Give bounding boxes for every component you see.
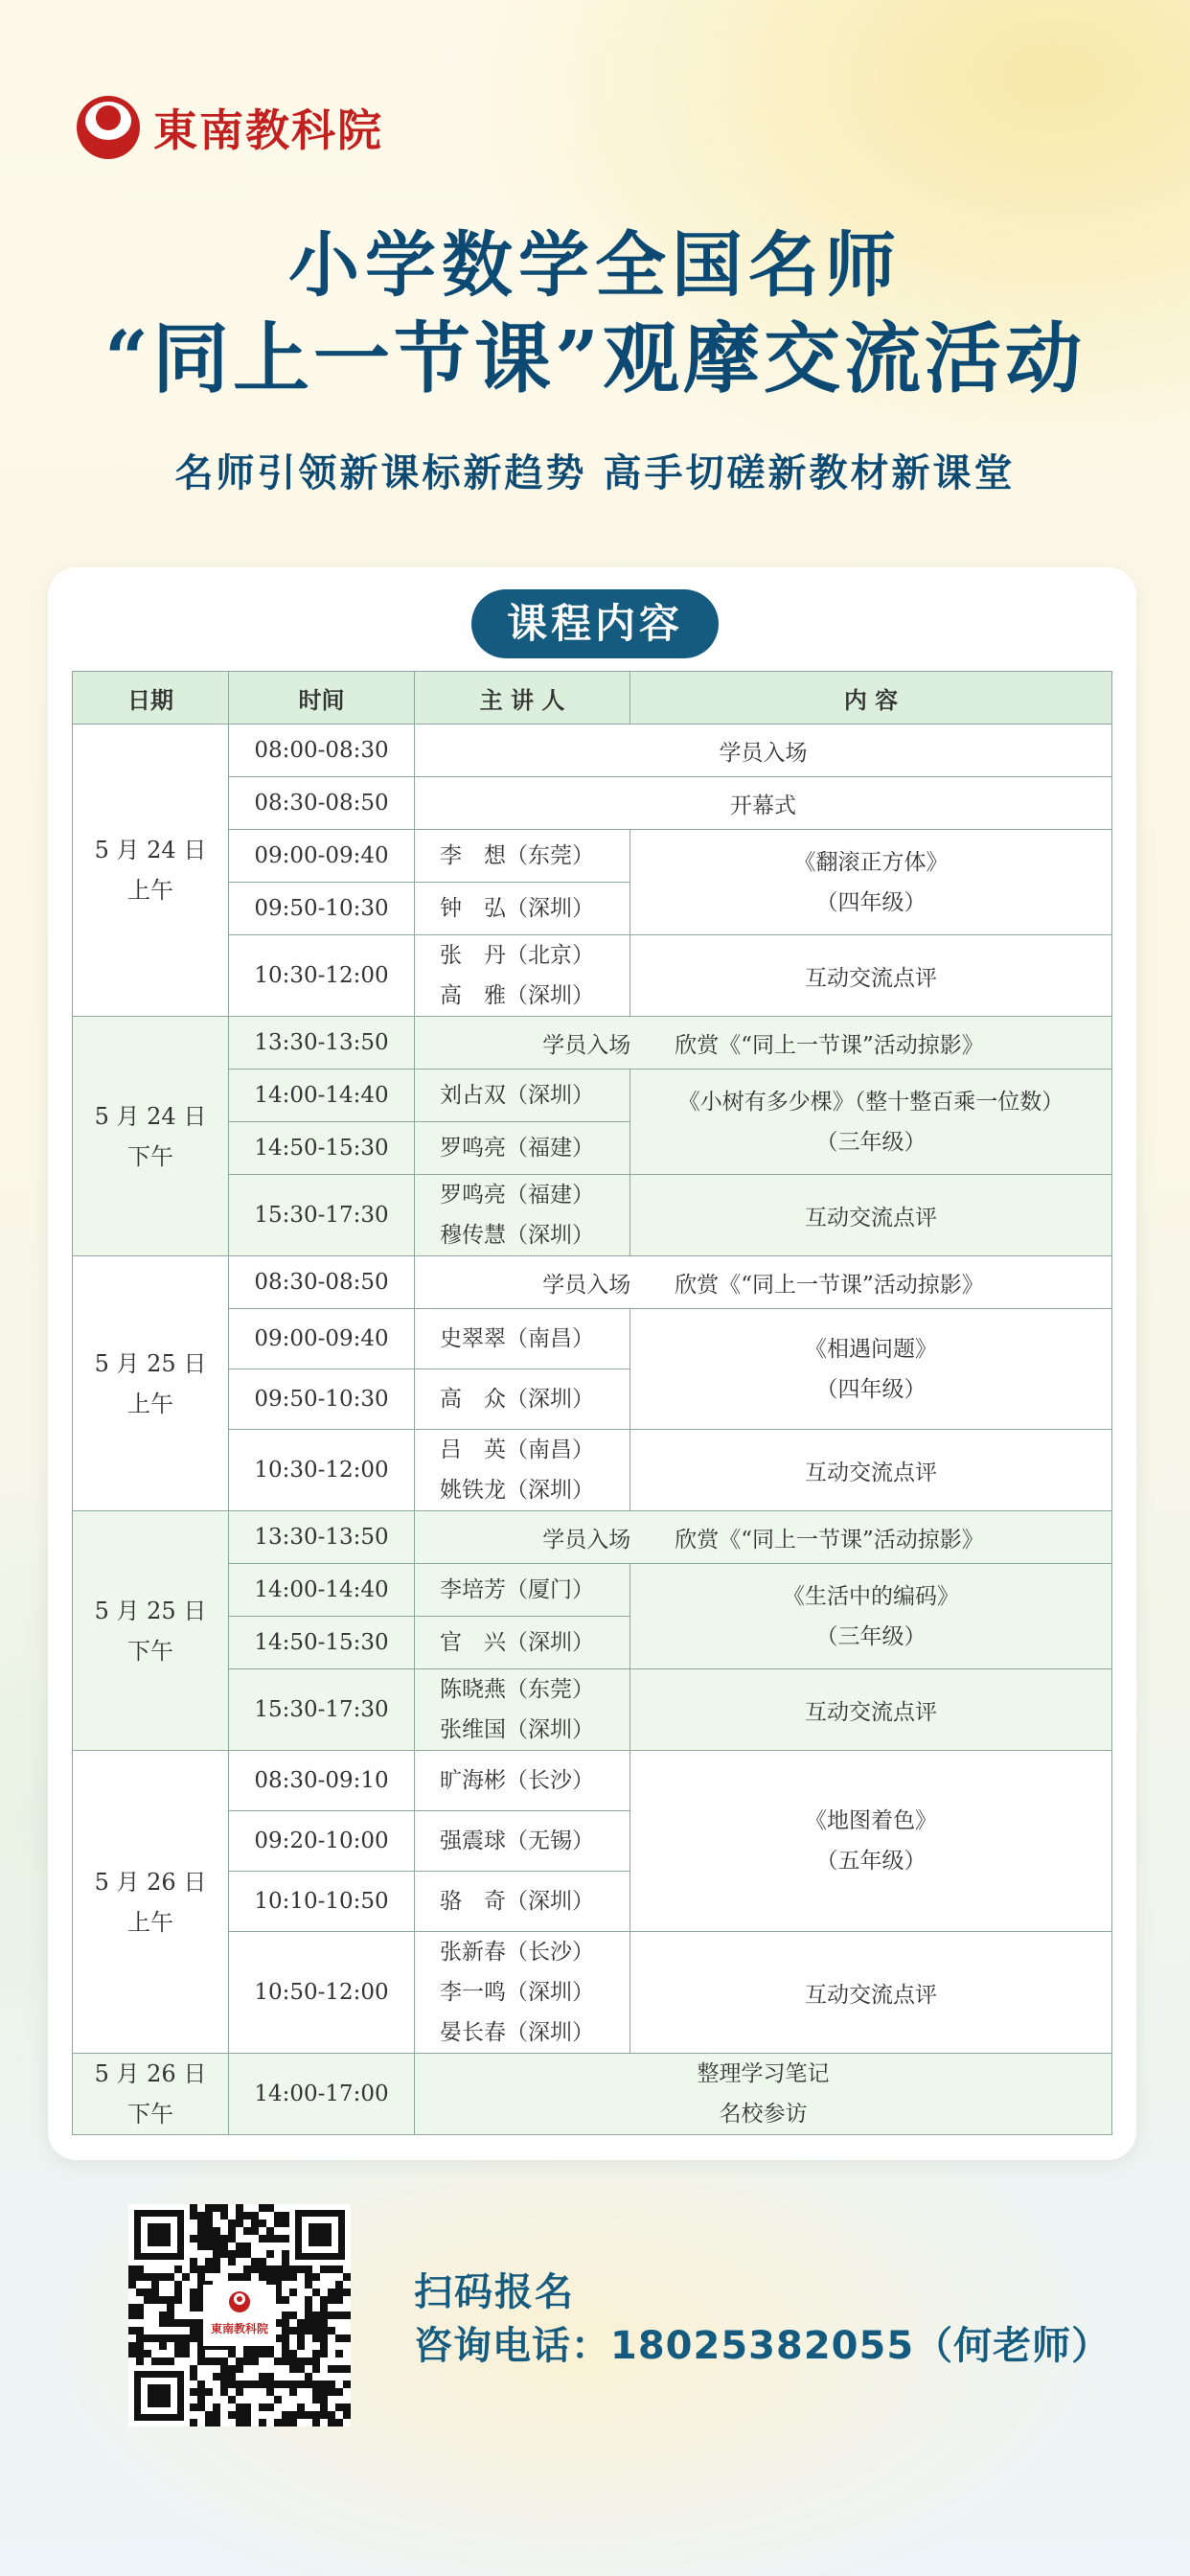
time-cell: 09:50-10:30: [229, 883, 415, 935]
qr-code-icon: [128, 2204, 351, 2426]
speaker-cell: 刘占双（深圳）: [415, 1070, 630, 1122]
speaker-cell: 陈晓燕（东莞） 张维国（深圳）: [415, 1669, 630, 1751]
date-cell: 5 月 24 日 下午: [73, 1017, 229, 1256]
content-cell: 互动交流点评: [630, 1932, 1112, 2054]
speaker-cell: 罗鸣亮（福建）: [415, 1122, 630, 1175]
header-time: 时间: [229, 672, 415, 724]
date-cell: 5 月 26 日 下午: [73, 2054, 229, 2135]
table-row: [73, 1564, 1112, 1617]
content-cell: 整理学习笔记 名校参访: [415, 2054, 1112, 2135]
page-subtitle: 名师引领新课标新趋势 高手切磋新教材新课堂: [174, 450, 1016, 495]
speaker-cell: 张 丹（北京） 高 雅（深圳）: [415, 935, 630, 1017]
page-title-line2: “同上一节课”观摩交流活动: [103, 313, 1087, 403]
table-row: [73, 1070, 1112, 1122]
page-title-line1: 小学数学全国名师: [288, 224, 902, 307]
content-cell: 学员入场 欣赏《“同上一节课”活动掠影》: [415, 1511, 1112, 1564]
table-row: [73, 1511, 1112, 1564]
table-row: [73, 1017, 1112, 1070]
brand-logo: [77, 96, 383, 159]
date-cell: 5 月 24 日 上午: [73, 724, 229, 1017]
time-cell: 09:20-10:00: [229, 1811, 415, 1872]
content-cell: 开幕式: [415, 777, 1112, 830]
content-cell: 学员入场: [415, 724, 1112, 777]
table-header-row: [73, 672, 1112, 724]
time-cell: 14:00-14:40: [229, 1564, 415, 1617]
table-row: [73, 2054, 1112, 2135]
date-cell: 5 月 25 日 下午: [73, 1511, 229, 1751]
time-cell: 09:00-09:40: [229, 1309, 415, 1369]
speaker-cell: 钟 弘（深圳）: [415, 883, 630, 935]
table-row: [73, 1256, 1112, 1309]
speaker-cell: 史翠翠（南昌）: [415, 1309, 630, 1369]
speaker-cell: 旷海彬（长沙）: [415, 1751, 630, 1811]
speaker-cell: 李培芳（厦门）: [415, 1564, 630, 1617]
speaker-cell: 吕 英（南昌） 姚铁龙（深圳）: [415, 1430, 630, 1511]
table-row: [73, 1430, 1112, 1511]
time-cell: 10:30-12:00: [229, 1430, 415, 1511]
speaker-cell: 官 兴（深圳）: [415, 1617, 630, 1669]
date-cell: 5 月 25 日 上午: [73, 1256, 229, 1511]
time-cell: 08:30-08:50: [229, 777, 415, 830]
time-cell: 10:30-12:00: [229, 935, 415, 1017]
time-cell: 13:30-13:50: [229, 1511, 415, 1564]
lesson-cell: 《翻滚正方体》 （四年级）: [630, 830, 1112, 935]
time-cell: 08:30-08:50: [229, 1256, 415, 1309]
section-title: 课程内容: [471, 589, 719, 658]
time-cell: 08:00-08:30: [229, 724, 415, 777]
content-cell: 互动交流点评: [630, 1430, 1112, 1511]
time-cell: 14:50-15:30: [229, 1122, 415, 1175]
brand-emblem-icon: [77, 96, 140, 159]
time-cell: 13:30-13:50: [229, 1017, 415, 1070]
speaker-cell: 强震球（无锡）: [415, 1811, 630, 1872]
table-row: [73, 1932, 1112, 2054]
speaker-cell: 张新春（长沙） 李一鸣（深圳） 晏长春（深圳）: [415, 1932, 630, 2054]
content-cell: 学员入场 欣赏《“同上一节课”活动掠影》: [415, 1256, 1112, 1309]
header-speaker: 主 讲 人: [415, 672, 630, 724]
time-cell: 15:30-17:30: [229, 1669, 415, 1751]
speaker-cell: 高 众（深圳）: [415, 1369, 630, 1430]
table-row: [73, 1175, 1112, 1256]
content-cell: 互动交流点评: [630, 935, 1112, 1017]
lesson-cell: 《地图着色》 （五年级）: [630, 1751, 1112, 1932]
header-date: 日期: [73, 672, 229, 724]
registration-qr-code[interactable]: [128, 2204, 351, 2426]
header-content: 内 容: [630, 672, 1112, 724]
speaker-cell: 骆 奇（深圳）: [415, 1872, 630, 1932]
time-cell: 15:30-17:30: [229, 1175, 415, 1256]
time-cell: 10:50-12:00: [229, 1932, 415, 2054]
table-row: [73, 1751, 1112, 1811]
time-cell: 08:30-09:10: [229, 1751, 415, 1811]
time-cell: 10:10-10:50: [229, 1872, 415, 1932]
date-cell: 5 月 26 日 上午: [73, 1751, 229, 2054]
scan-to-register-label: 扫码报名: [414, 2270, 575, 2314]
content-cell: 互动交流点评: [630, 1669, 1112, 1751]
contact-phone[interactable]: 咨询电话：18025382055（何老师）: [414, 2324, 1111, 2368]
table-row: [73, 935, 1112, 1017]
speaker-cell: 罗鸣亮（福建） 穆传慧（深圳）: [415, 1175, 630, 1256]
table-row: [73, 830, 1112, 883]
schedule-table: [72, 671, 1112, 2135]
lesson-cell: 《相遇问题》 （四年级）: [630, 1309, 1112, 1430]
table-row: [73, 1669, 1112, 1751]
speaker-cell: 李 想（东莞）: [415, 830, 630, 883]
qr-logo-text: 東南教科院: [210, 2322, 269, 2335]
time-cell: 09:50-10:30: [229, 1369, 415, 1430]
lesson-cell: 《小树有多少棵》（整十整百乘一位数） （三年级）: [630, 1070, 1112, 1175]
time-cell: 09:00-09:40: [229, 830, 415, 883]
lesson-cell: 《生活中的编码》 （三年级）: [630, 1564, 1112, 1669]
time-cell: 14:00-17:00: [229, 2054, 415, 2135]
table-row: [73, 777, 1112, 830]
brand-name: 東南教科院: [153, 104, 383, 156]
table-row: [73, 1309, 1112, 1369]
content-cell: 学员入场 欣赏《“同上一节课”活动掠影》: [415, 1017, 1112, 1070]
table-row: [73, 724, 1112, 777]
time-cell: 14:50-15:30: [229, 1617, 415, 1669]
time-cell: 14:00-14:40: [229, 1070, 415, 1122]
content-cell: 互动交流点评: [630, 1175, 1112, 1256]
